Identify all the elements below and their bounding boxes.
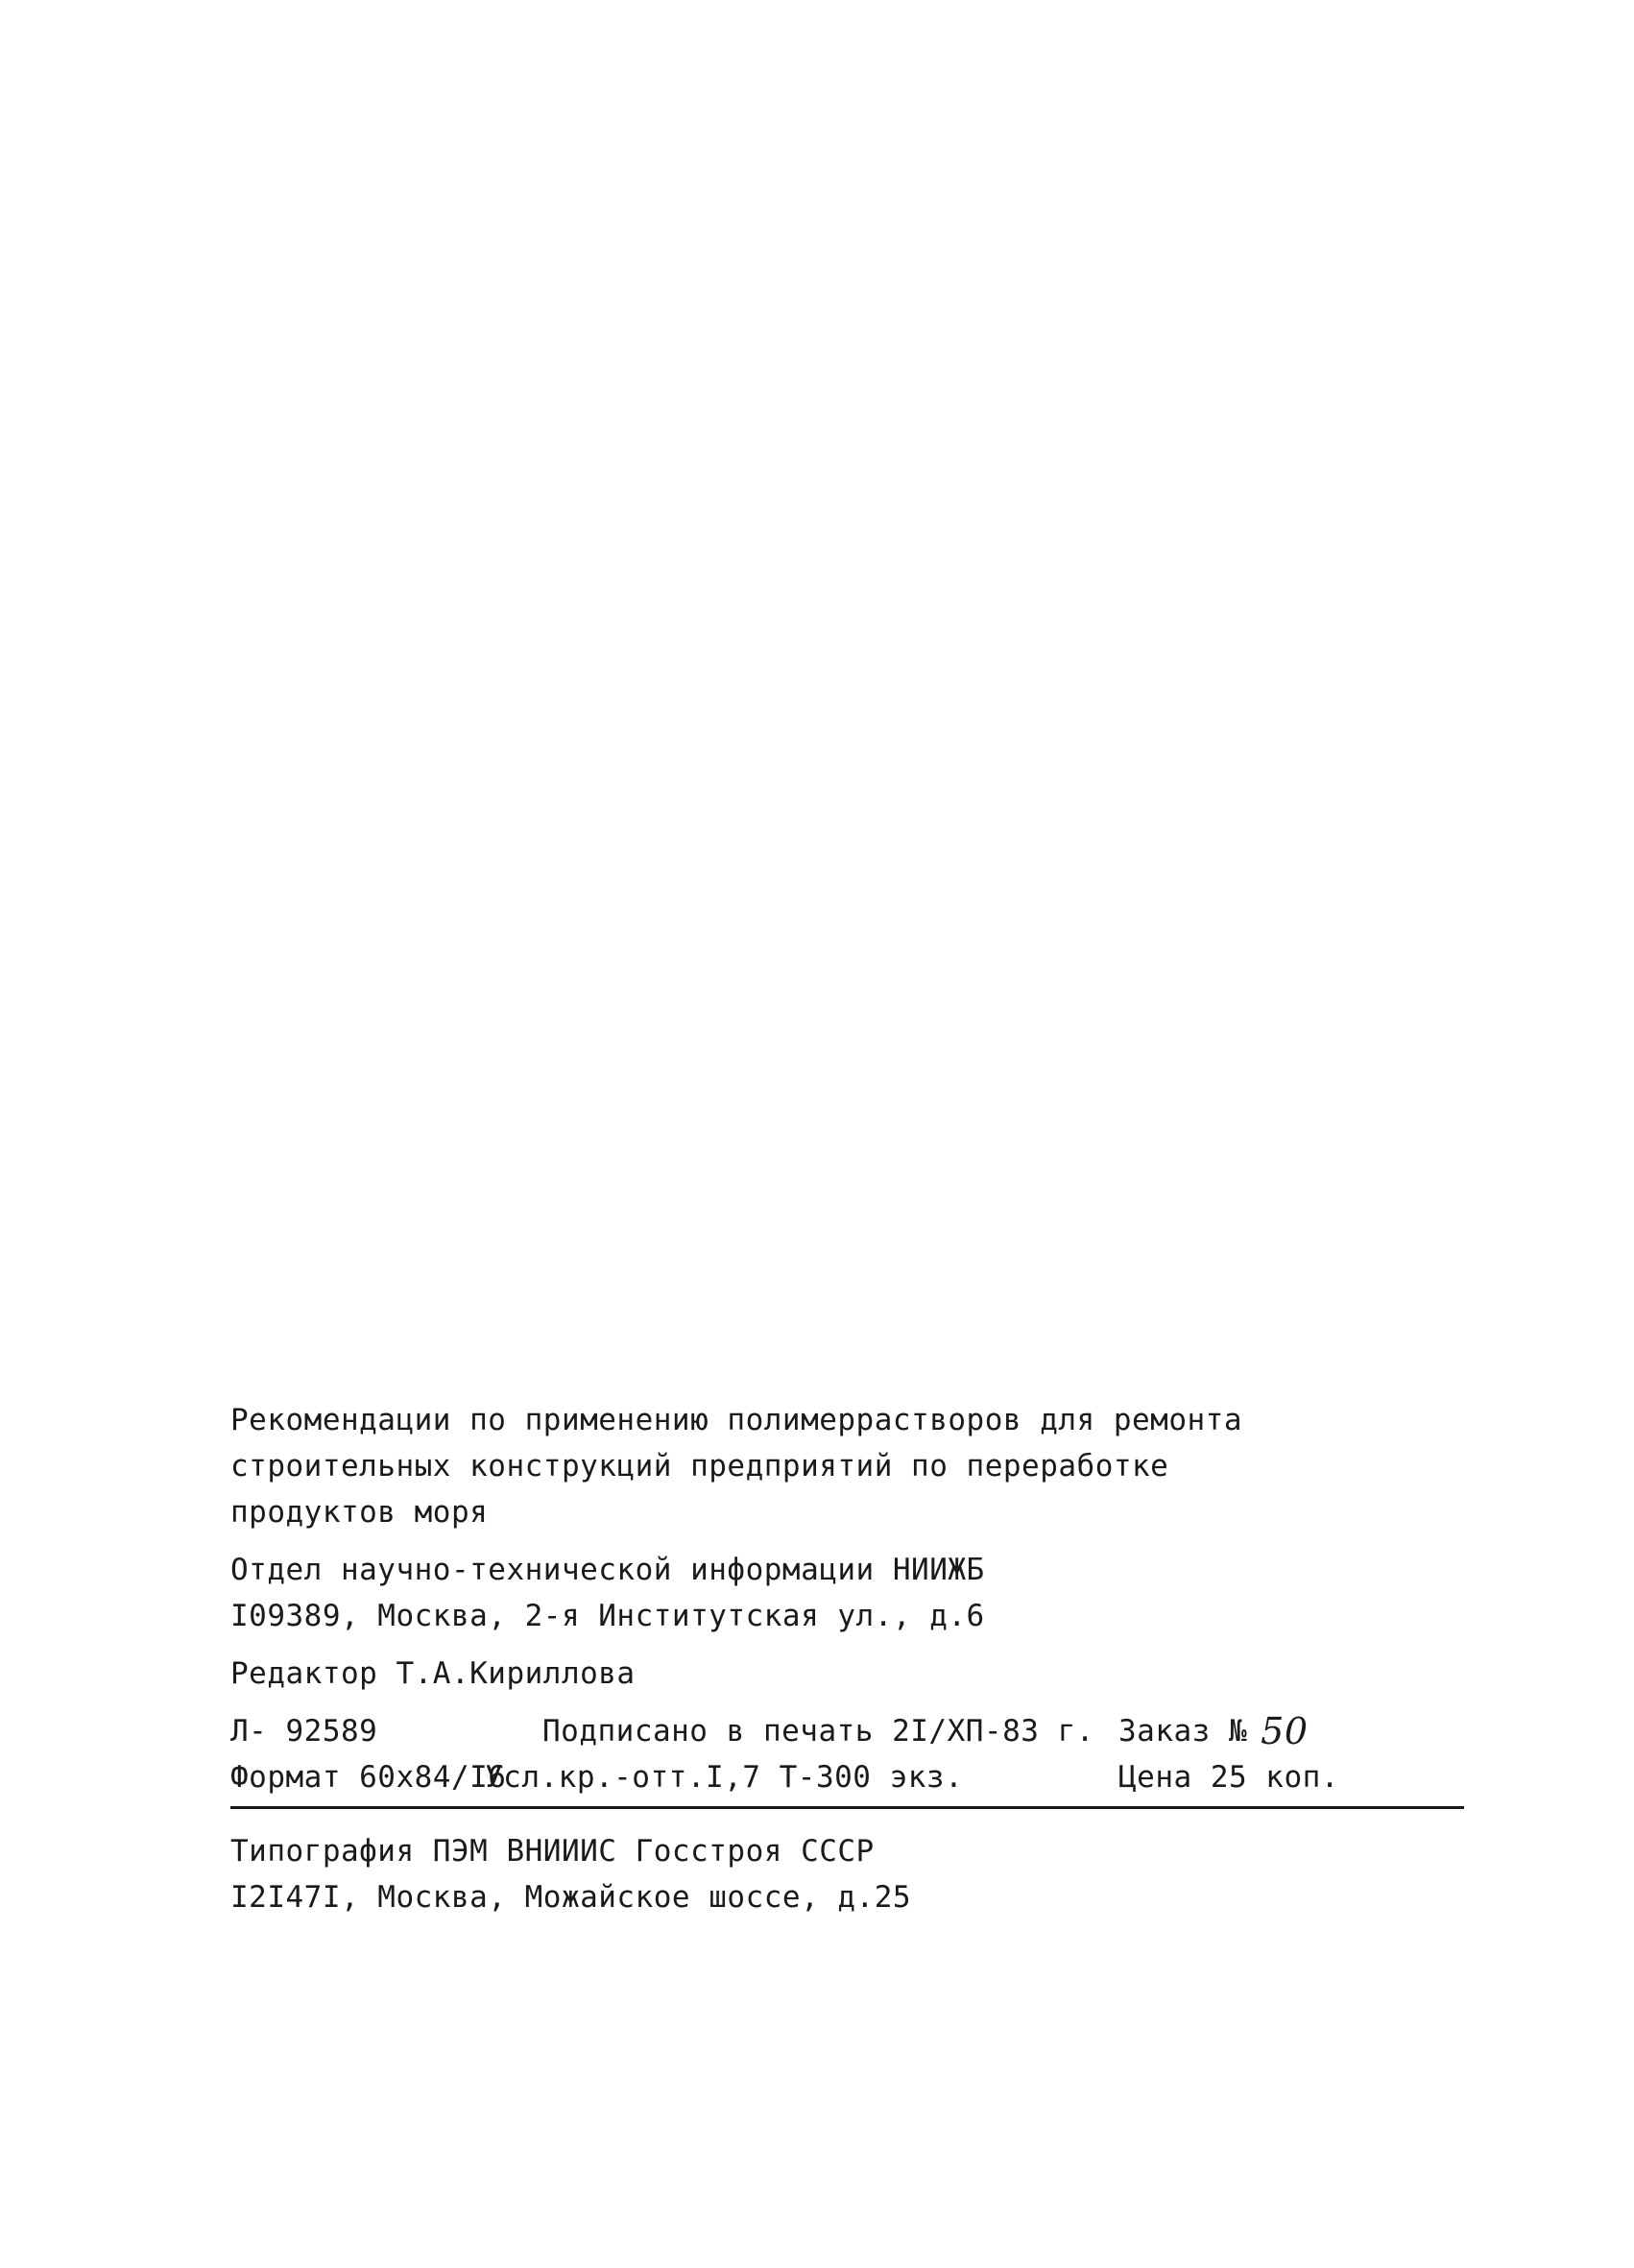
printer-info <box>230 1828 1469 1920</box>
editor-line: Редактор Т.А.Кириллова <box>230 1656 636 1691</box>
divider-rule <box>230 1806 1464 1809</box>
printer-line: Типография ПЭМ ВНИИИС Госстроя СССР <box>230 1834 875 1869</box>
publication-title <box>230 1397 1469 1535</box>
title-line: строительных конструкций предприятий по переработке <box>230 1449 1169 1484</box>
print-sheets-and-run: Усл.кр.-отт.I,7 Т-300 экз. <box>485 1760 964 1795</box>
title-line: Рекомендации по применению полимеррастворов для ремонта <box>230 1403 1242 1437</box>
publisher-info <box>230 1547 1469 1639</box>
editor-info <box>230 1651 1469 1697</box>
price: Цена 25 коп. <box>1118 1760 1339 1795</box>
license-number: Л- 92589 <box>230 1714 378 1749</box>
signed-to-print: Подписано в печать 2I/XП-83 г. <box>542 1714 1094 1749</box>
title-line: продуктов моря <box>230 1495 489 1530</box>
publisher-line: Отдел научно-технической информации НИИЖБ <box>230 1553 985 1587</box>
print-details-row-2 <box>230 1754 1469 1800</box>
paper-format: Формат 60х84/I6 <box>230 1760 507 1795</box>
order-number-handwritten: 50 <box>1261 1710 1309 1752</box>
imprint-block <box>230 1397 1469 1932</box>
publisher-address: I09389, Москва, 2-я Институтская ул., д.6 <box>230 1599 985 1633</box>
print-details-row-1 <box>230 1708 1469 1754</box>
order-label: Заказ № <box>1118 1714 1248 1749</box>
printer-address: I2I47I, Москва, Можайское шоссе, д.25 <box>230 1880 912 1915</box>
order-info <box>1118 1708 1309 1754</box>
